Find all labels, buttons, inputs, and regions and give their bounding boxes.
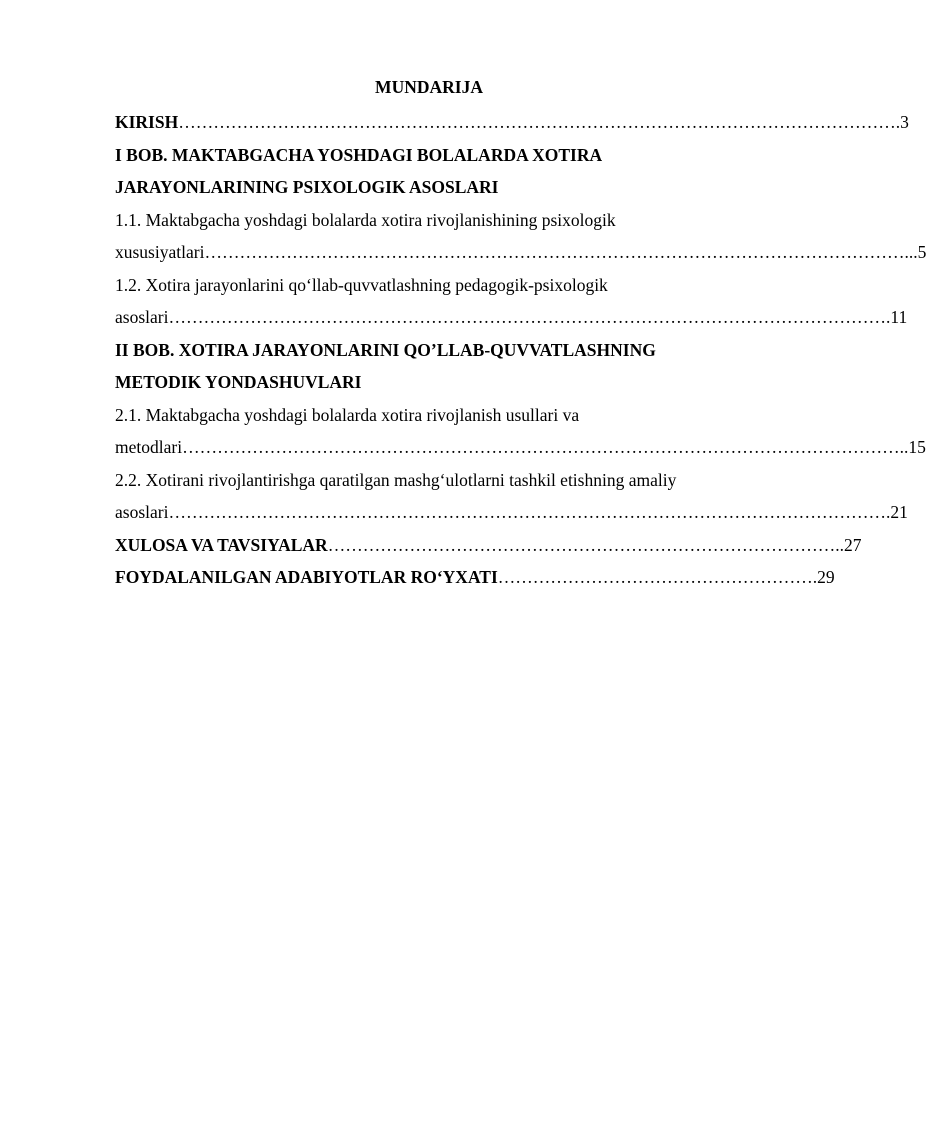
toc-entry-section-1-2	[115, 301, 908, 334]
toc-entry-intro	[115, 106, 909, 139]
toc-entry-label: KIRISH	[115, 112, 179, 132]
toc-page-number: ...5	[904, 242, 926, 262]
dot-leader: …………………………………………………………………………………………………………	[204, 242, 905, 262]
table-of-contents	[115, 76, 926, 594]
toc-entry-section-2-1	[115, 431, 926, 464]
dot-leader: ……………………………………………………………………………………………………………	[178, 112, 896, 132]
toc-page-number: ..15	[899, 437, 926, 457]
toc-chapter-1-line-2: JARAYONLARINING PSIXOLOGIK ASOSLARI	[115, 177, 499, 197]
toc-entry-references	[115, 561, 835, 594]
toc-chapter-1-line-1: I BOB. MAKTABGACHA YOSHDAGI BOLALARDA XOTIRA	[115, 144, 603, 165]
toc-page-number: .3	[895, 112, 909, 132]
toc-section-2-1-line-1: 2.1. Maktabgacha yoshdagi bolalarda xotira rivojlanish usullari va	[115, 404, 580, 425]
toc-entry-conclusion	[115, 529, 862, 562]
toc-section-1-1-line-1: 1.1. Maktabgacha yoshdagi bolalarda xotira rivojlanishining psixologik	[115, 209, 616, 230]
toc-entry-section-1-1	[115, 236, 926, 269]
toc-entry-label: XULOSA VA TAVSIYALAR	[115, 534, 328, 555]
dot-leader: ……………………………………………………………………………………………………………	[182, 437, 900, 457]
toc-page-number: .11	[885, 307, 908, 327]
toc-entry-label: asoslari	[115, 502, 169, 522]
toc-entry-label: metodlari	[115, 437, 183, 457]
toc-heading: MUNDARIJA	[375, 77, 483, 97]
dot-leader: ……………………………………………………………………………………………………………	[168, 307, 886, 327]
toc-entry-label: asoslari	[115, 307, 169, 327]
toc-section-1-2-line-1: 1.2. Xotira jarayonlarini qo‘llab-quvvatlashning pedagogik-psixologik	[115, 274, 608, 295]
toc-section-2-2-line-1: 2.2. Xotirani rivojlantirishga qaratilgan mashg‘ulotlarni tashkil etishning amaliy	[115, 469, 677, 490]
toc-chapter-2-line-1: II BOB. XOTIRA JARAYONLARINI QO’LLAB-QUVVATLASHNING	[115, 339, 656, 360]
dot-leader: ……………………………………………………………………………………………………………	[168, 502, 886, 522]
toc-page-number: .29	[812, 567, 835, 587]
toc-entry-label: FOYDALANILGAN ADABIYOTLAR RO‘YXATI	[115, 567, 498, 587]
dot-leader: ………………………………………………	[497, 567, 813, 587]
dot-leader: ……………………………………………………………………………	[327, 534, 836, 555]
toc-entry-section-2-2	[115, 496, 908, 529]
toc-chapter-2-line-2: METODIK YONDASHUVLARI	[115, 372, 362, 392]
toc-page-number: .21	[885, 502, 908, 522]
toc-entry-label: xususiyatlari	[115, 242, 205, 262]
toc-page-number: ..27	[835, 534, 862, 555]
